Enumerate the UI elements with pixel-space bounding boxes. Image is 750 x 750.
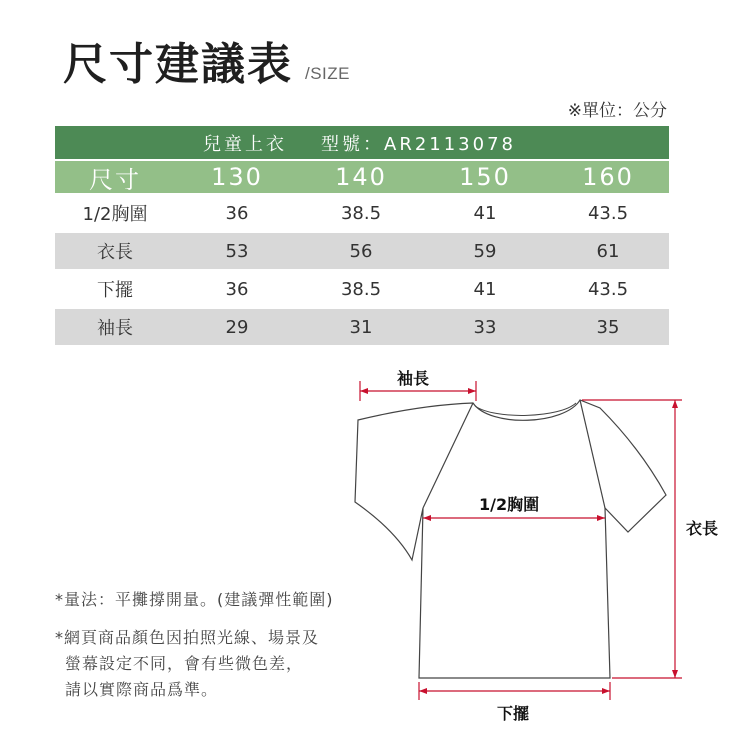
row-label: 1/2胸圍 (82, 204, 148, 225)
unit-note: ※單位：公分 (567, 101, 667, 121)
row-label: 下擺 (97, 280, 133, 301)
table-cell: 36 (225, 278, 249, 300)
table-cell: 31 (349, 316, 373, 338)
hem-measure (419, 682, 610, 700)
table-cell: 41 (473, 278, 497, 300)
row-label: 衣長 (97, 242, 133, 263)
table-cell: 56 (349, 240, 373, 262)
title-sub: /SIZE (305, 64, 351, 83)
table-cell: 43.5 (587, 202, 629, 224)
table-cell: 38.5 (340, 278, 382, 300)
table-cell: 29 (225, 316, 249, 338)
size-130: 130 (211, 163, 263, 191)
table-cell: 35 (596, 316, 620, 338)
table-cell: 38.5 (340, 202, 382, 224)
table-cell: 33 (473, 316, 497, 338)
note-color-line3: 請以實際商品爲準。 (65, 680, 219, 699)
note-color-line2: 螢幕設定不同，會有些微色差， (65, 654, 304, 673)
chest-label: 1/2胸圍 (479, 495, 540, 514)
size-160: 160 (582, 163, 634, 191)
table-cell: 61 (596, 240, 620, 262)
size-150: 150 (459, 163, 511, 191)
note-measure-method: *量法：平攤撐開量。(建議彈性範圍) (55, 590, 334, 609)
model-number: 型號：AR2113078 (321, 133, 516, 155)
note-color-line1: *網頁商品顏色因拍照光線、場景及 (55, 628, 320, 647)
notes (55, 587, 334, 703)
title-main: 尺寸建議表 (63, 39, 293, 90)
product-name: 兒童上衣 (203, 133, 287, 155)
sleeve-label: 袖長 (397, 369, 430, 388)
raglan-seam-left (423, 403, 473, 508)
hem-label: 下擺 (497, 704, 530, 723)
row-label: 袖長 (97, 318, 133, 339)
table-cell: 41 (473, 202, 497, 224)
shirt-outline (355, 400, 666, 678)
length-label: 衣長 (686, 519, 719, 538)
size-label: 尺寸 (89, 165, 141, 194)
table-cell: 43.5 (587, 278, 629, 300)
size-140: 140 (335, 163, 387, 191)
table-cell: 36 (225, 202, 249, 224)
table-cell: 53 (225, 240, 249, 262)
length-measure (582, 400, 682, 678)
chest-measure (423, 515, 605, 521)
table-cell: 59 (473, 240, 497, 262)
raglan-seam-right (580, 400, 605, 508)
